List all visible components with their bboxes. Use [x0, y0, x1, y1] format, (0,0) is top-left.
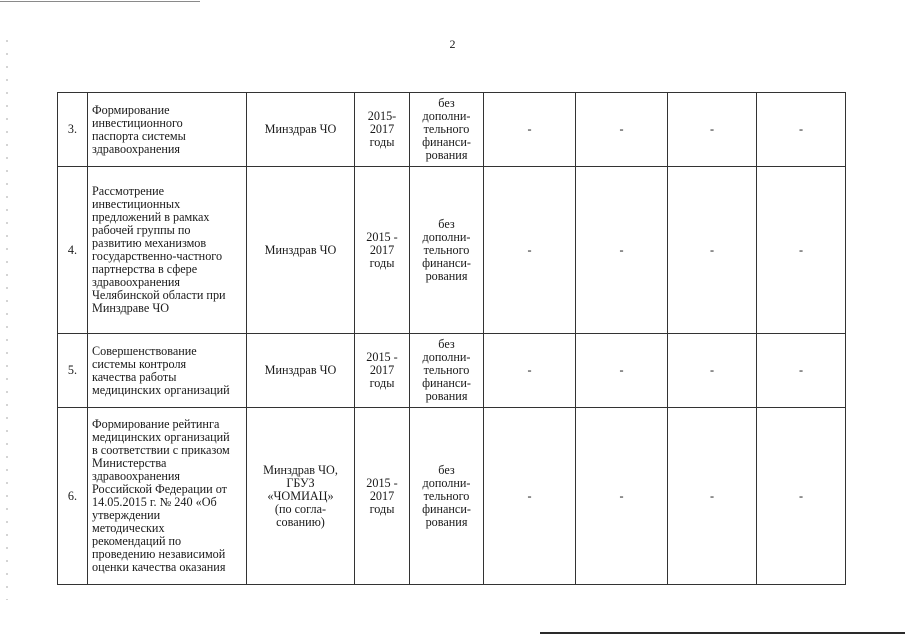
financing-cell [410, 93, 484, 167]
name-line: рабочей группы по [92, 223, 191, 237]
financing-line: тельного [423, 363, 470, 377]
executor-line: Минздрав ЧО [264, 363, 337, 377]
financing-line: финанси- [422, 135, 471, 149]
period-line: годы [369, 255, 395, 270]
value-cell: - [668, 93, 757, 167]
name-line: государственно-частного [92, 249, 223, 263]
financing-cell [410, 167, 484, 334]
value-cell: - [668, 408, 757, 585]
period-cell [355, 93, 410, 167]
period-line: 2017 [369, 122, 395, 136]
name-line: Челябинской области при [92, 288, 226, 302]
name-line: медицинских организаций [92, 382, 230, 397]
financing-line: тельного [423, 122, 470, 136]
financing-line: дополни- [422, 475, 471, 490]
top-scan-rule [0, 1, 200, 2]
financing-line: рования [425, 148, 468, 162]
name-line: инвестиционного [92, 115, 183, 130]
name-line: качества работы [92, 369, 177, 384]
table-row [58, 408, 846, 585]
name-line: оценки качества оказания [92, 560, 226, 574]
measure-name-cell [88, 93, 247, 167]
executor-cell [247, 334, 355, 408]
financing-line: тельного [423, 242, 470, 257]
name-line: Минздраве ЧО [92, 301, 170, 315]
period-line: годы [369, 376, 395, 390]
value-cell: - [757, 334, 846, 408]
value-cell: - [757, 93, 846, 167]
measure-name-cell [88, 167, 247, 334]
period-line: годы [369, 501, 395, 516]
value-cell: - [484, 167, 576, 334]
period-line: 2015 - [366, 475, 398, 490]
financing-line: дополни- [422, 109, 471, 123]
financing-line: рования [425, 389, 468, 403]
financing-line: дополни- [422, 350, 471, 364]
period-line: 2017 [369, 242, 395, 257]
name-line: рекомендаций по [92, 534, 182, 548]
executor-cell [247, 408, 355, 585]
period-line: годы [369, 135, 395, 149]
name-line: медицинских организаций [92, 430, 230, 444]
financing-line: рования [425, 268, 468, 283]
row-number-cell: 6. [58, 408, 88, 585]
table-row [58, 93, 846, 167]
executor-cell [247, 93, 355, 167]
financing-line: тельного [423, 488, 470, 503]
table-row [58, 167, 846, 334]
row-number-cell: 3. [58, 93, 88, 167]
name-line: Рассмотрение [92, 184, 165, 198]
financing-line: без [438, 337, 455, 351]
name-line: партнерства в сфере [92, 262, 198, 276]
name-line: методических [92, 521, 165, 535]
scan-margin-marks [6, 40, 8, 600]
measure-name-cell [88, 408, 247, 585]
value-cell: - [576, 408, 668, 585]
value-cell: - [757, 408, 846, 585]
row-number-cell: 5. [58, 334, 88, 408]
financing-line: финанси- [422, 501, 471, 516]
value-cell: - [484, 408, 576, 585]
period-cell [355, 334, 410, 408]
name-line: системы контроля [92, 356, 187, 371]
financing-line: финанси- [422, 376, 471, 390]
page-number: 2 [449, 37, 456, 51]
value-cell: - [576, 334, 668, 408]
value-cell: - [668, 334, 757, 408]
financing-line: без [438, 216, 455, 231]
financing-line: дополни- [422, 229, 471, 244]
financing-line: рования [425, 514, 468, 529]
executor-line: Минздрав ЧО, [263, 462, 338, 477]
period-line: 2015- [367, 109, 397, 123]
measure-name-cell [88, 334, 247, 408]
name-line: Формирование рейтинга [92, 417, 220, 431]
financing-line: без [438, 462, 455, 477]
executor-line: Минздрав ЧО [264, 242, 337, 257]
financing-line: финанси- [422, 255, 471, 270]
name-line: утверждении [92, 508, 161, 522]
name-line: проведению независимой [92, 547, 226, 561]
period-line: 2017 [369, 363, 395, 377]
name-line: здравоохранения [92, 141, 181, 156]
name-line: Министерства [92, 456, 167, 470]
table-body [58, 93, 846, 585]
name-line: развитию механизмов [92, 236, 207, 250]
value-cell: - [576, 93, 668, 167]
measures-table [57, 92, 846, 585]
name-line: инвестиционных [92, 197, 181, 211]
period-cell [355, 408, 410, 585]
value-cell: - [757, 167, 846, 334]
period-line: 2015 - [366, 350, 398, 364]
value-cell: - [576, 167, 668, 334]
financing-cell [410, 334, 484, 408]
name-line: Совершенствование [92, 343, 197, 358]
executor-line: сованию) [276, 514, 325, 529]
name-line: Формирование [92, 102, 170, 117]
period-cell [355, 167, 410, 334]
executor-line: Минздрав ЧО [264, 122, 337, 136]
value-cell: - [484, 334, 576, 408]
executor-line: «ЧОМИАЦ» [267, 488, 334, 503]
name-line: 14.05.2015 г. № 240 «Об [92, 495, 217, 509]
value-cell: - [484, 93, 576, 167]
name-line: здравоохранения [92, 275, 181, 289]
name-line: Российской Федерации от [92, 482, 227, 496]
executor-line: ГБУЗ [286, 475, 315, 490]
executor-cell [247, 167, 355, 334]
executor-line: (по согла- [274, 501, 327, 516]
name-line: предложений в рамках [92, 210, 210, 224]
financing-line: без [438, 96, 455, 110]
name-line: паспорта системы [92, 128, 186, 143]
value-cell: - [668, 167, 757, 334]
financing-cell [410, 408, 484, 585]
period-line: 2017 [369, 488, 395, 503]
name-line: здравоохранения [92, 469, 181, 483]
period-line: 2015 - [366, 229, 398, 244]
name-line: в соответствии с приказом [92, 443, 230, 457]
row-number-cell: 4. [58, 167, 88, 334]
table-row [58, 334, 846, 408]
bottom-scan-rule [540, 632, 905, 634]
